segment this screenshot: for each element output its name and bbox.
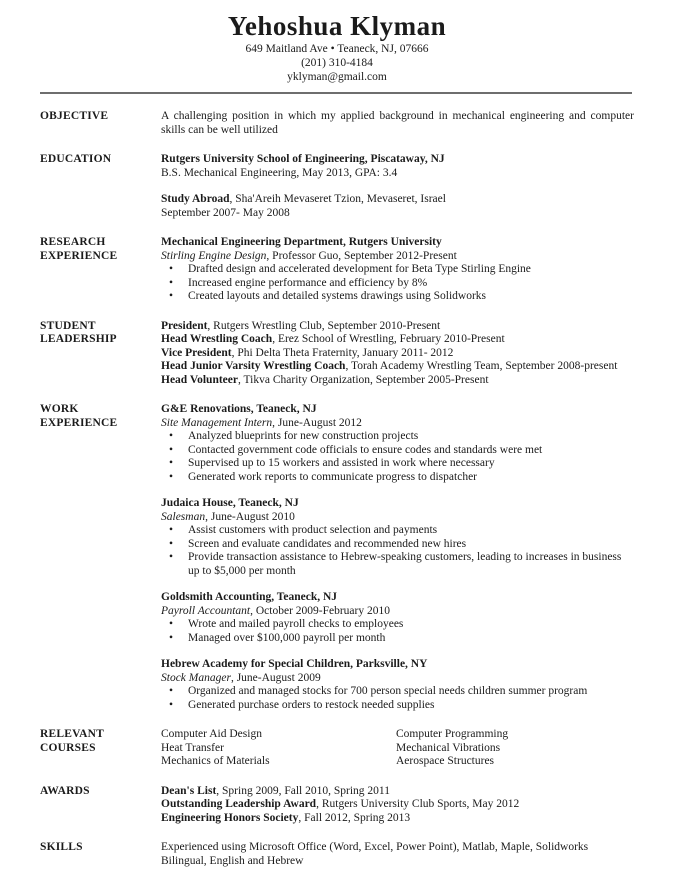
job-bullet-list — [161, 685, 634, 712]
job-company: Judaica House, Teaneck, NJ — [161, 497, 299, 509]
education-school-title: Rutgers University School of Engineering, Piscataway, NJ — [161, 153, 445, 165]
header-divider — [40, 92, 632, 94]
job-role-line — [161, 672, 634, 686]
section-label-awards: AWARDS — [40, 784, 90, 797]
section-label-skills: SKILLS — [40, 841, 83, 853]
job-role: Site Management Intern — [161, 416, 273, 429]
leadership-item — [161, 360, 634, 374]
skills-line: Experienced using Microsoft Office (Word, Excel, Power Point), Matlab, Maple, Solidworks — [161, 841, 589, 853]
education-entry-study-abroad — [161, 193, 634, 220]
award-item — [161, 785, 634, 799]
section-skills — [40, 841, 634, 868]
section-label-work: WORK EXPERIENCE — [40, 403, 118, 429]
contact-email: yklyman@gmail.com — [287, 71, 387, 83]
education-entry-rutgers — [161, 153, 634, 180]
section-label-objective: OBJECTIVE — [40, 110, 109, 122]
award-title: Dean's List — [161, 784, 217, 797]
job-company: Hebrew Academy for Special Children, Parksville, NY — [161, 658, 428, 670]
job-bullet: • Managed over $100,000 payroll per month — [169, 632, 634, 646]
section-label-education: EDUCATION — [40, 153, 112, 165]
job-bullet: • Assist customers with product selection and payments — [169, 524, 634, 538]
job-bullet: • Screen and evaluate candidates and recommended new hires — [169, 538, 634, 552]
job-company: G&E Renovations, Teaneck, NJ — [161, 403, 317, 415]
research-org: Mechanical Engineering Department, Rutgers University — [161, 236, 442, 248]
job-entry-ge-renovations — [161, 403, 634, 484]
course-item: Mechanical Vibrations — [396, 741, 501, 754]
section-label-courses: RELEVANT COURSES — [40, 728, 104, 754]
job-role: Stock Manager — [161, 671, 231, 684]
job-bullet: • Supervised up to 15 workers and assisted in work where necessary — [169, 457, 634, 471]
leadership-role: Head Volunteer — [161, 373, 238, 386]
job-role-rest: , October 2009-February 2010 — [250, 604, 390, 617]
job-bullet-list — [161, 618, 634, 645]
research-bullet: • Drafted design and accelerated development for Beta Type Stirling Engine — [169, 263, 634, 277]
leadership-detail: , Erez School of Wrestling, February 2010-Present — [272, 333, 505, 345]
job-bullet-list — [161, 430, 634, 484]
section-education — [40, 153, 634, 220]
leadership-detail: , Rutgers Wrestling Club, September 2010-Present — [207, 319, 441, 332]
leadership-role: President — [161, 319, 208, 332]
leadership-detail: , Tikva Charity Organization, September 2005-Present — [238, 373, 489, 386]
study-abroad-line — [161, 193, 634, 207]
award-title: Engineering Honors Society — [161, 811, 299, 824]
job-bullet: • Contacted government code officials to ensure codes and standards were met — [169, 444, 634, 458]
course-item: Computer Aid Design — [161, 728, 262, 740]
section-objective — [40, 110, 634, 137]
contact-address: 649 Maitland Ave • Teaneck, NJ, 07666 — [245, 43, 429, 55]
job-bullet: • Organized and managed stocks for 700 person special needs children summer program — [169, 685, 634, 699]
award-item — [161, 812, 634, 826]
award-detail: , Fall 2012, Spring 2013 — [298, 811, 411, 824]
job-role-rest: , June-August 2009 — [230, 671, 321, 684]
job-entry-judaica-house — [161, 497, 634, 578]
leadership-item — [161, 374, 634, 388]
person-name: Yehoshua Klyman — [227, 11, 447, 41]
study-abroad-title: Study Abroad — [161, 193, 230, 205]
course-item: Mechanics of Materials — [161, 755, 270, 767]
job-entry-goldsmith-accounting — [161, 591, 634, 645]
course-item: Aerospace Structures — [396, 755, 495, 767]
job-bullet: • Generated purchase orders to restock needed supplies — [169, 699, 634, 713]
award-title: Outstanding Leadership Award — [161, 798, 317, 810]
section-label-leadership: STUDENT LEADERSHIP — [40, 319, 117, 345]
contact-phone: (201) 310-4184 — [301, 57, 373, 69]
leadership-detail: , Phi Delta Theta Fraternity, January 2011- 2012 — [231, 346, 454, 359]
job-bullet: • Wrote and mailed payroll checks to employees — [169, 618, 634, 632]
leadership-item — [161, 333, 634, 347]
section-awards — [40, 785, 634, 826]
job-bullet: • Analyzed blueprints for new construction projects — [169, 430, 634, 444]
leadership-item — [161, 347, 634, 361]
section-work-experience — [40, 403, 634, 712]
leadership-item — [161, 320, 634, 334]
job-role: Salesman — [161, 510, 206, 523]
job-role-line — [161, 511, 634, 525]
section-label-research: RESEARCH EXPERIENCE — [40, 236, 118, 262]
job-role: Payroll Accountant — [161, 604, 251, 617]
job-bullet: • Generated work reports to communicate progress to dispatcher — [169, 471, 634, 485]
leadership-role: Vice President — [161, 346, 232, 359]
award-detail: , Rutgers University Club Sports, May 2012 — [316, 798, 520, 810]
job-role-rest: , June-August 2012 — [272, 416, 362, 429]
resume-header — [40, 10, 634, 84]
course-columns — [161, 728, 634, 769]
course-column-left — [161, 728, 396, 769]
leadership-detail: , Torah Academy Wrestling Team, September 2008-present — [345, 360, 618, 372]
job-role-line — [161, 417, 634, 431]
leadership-role: Head Junior Varsity Wrestling Coach — [161, 360, 346, 372]
section-student-leadership — [40, 320, 634, 388]
research-role: Stirling Engine Design — [161, 249, 267, 262]
award-detail: , Spring 2009, Fall 2010, Spring 2011 — [216, 784, 390, 797]
job-company: Goldsmith Accounting, Teaneck, NJ — [161, 591, 338, 603]
research-role-line — [161, 250, 634, 264]
course-column-right — [396, 728, 634, 769]
job-bullet: • Provide transaction assistance to Hebrew-speaking customers, leading to increases in business up to $5,000 per month — [169, 551, 634, 578]
research-bullet: • Created layouts and detailed systems drawings using Solidworks — [169, 290, 634, 304]
job-entry-hebrew-academy — [161, 658, 634, 712]
leadership-role: Head Wrestling Coach — [161, 333, 273, 345]
study-abroad-rest: , Sha'Areih Mevaseret Tzion, Mevaseret, Israel — [229, 193, 446, 205]
education-school-detail: B.S. Mechanical Engineering, May 2013, GPA: 3.4 — [161, 166, 398, 179]
job-role-line — [161, 605, 634, 619]
research-bullet-list — [161, 263, 634, 304]
section-relevant-courses — [40, 728, 634, 769]
job-role-rest: , June-August 2010 — [205, 510, 295, 523]
research-entry — [161, 236, 634, 304]
course-item: Heat Transfer — [161, 741, 224, 754]
job-bullet-list — [161, 524, 634, 578]
section-research-experience — [40, 236, 634, 304]
award-item — [161, 798, 634, 812]
study-abroad-dates: September 2007- May 2008 — [161, 206, 290, 219]
objective-text: A challenging position in which my applied background in mechanical engineering and computer skills can be well utilized — [161, 110, 634, 136]
research-bullet: • Increased engine performance and efficiency by 8% — [169, 277, 634, 291]
skills-line: Bilingual, English and Hebrew — [161, 854, 304, 867]
research-role-rest: , Professor Guo, September 2012-Present — [266, 249, 457, 262]
course-item: Computer Programming — [396, 728, 509, 740]
